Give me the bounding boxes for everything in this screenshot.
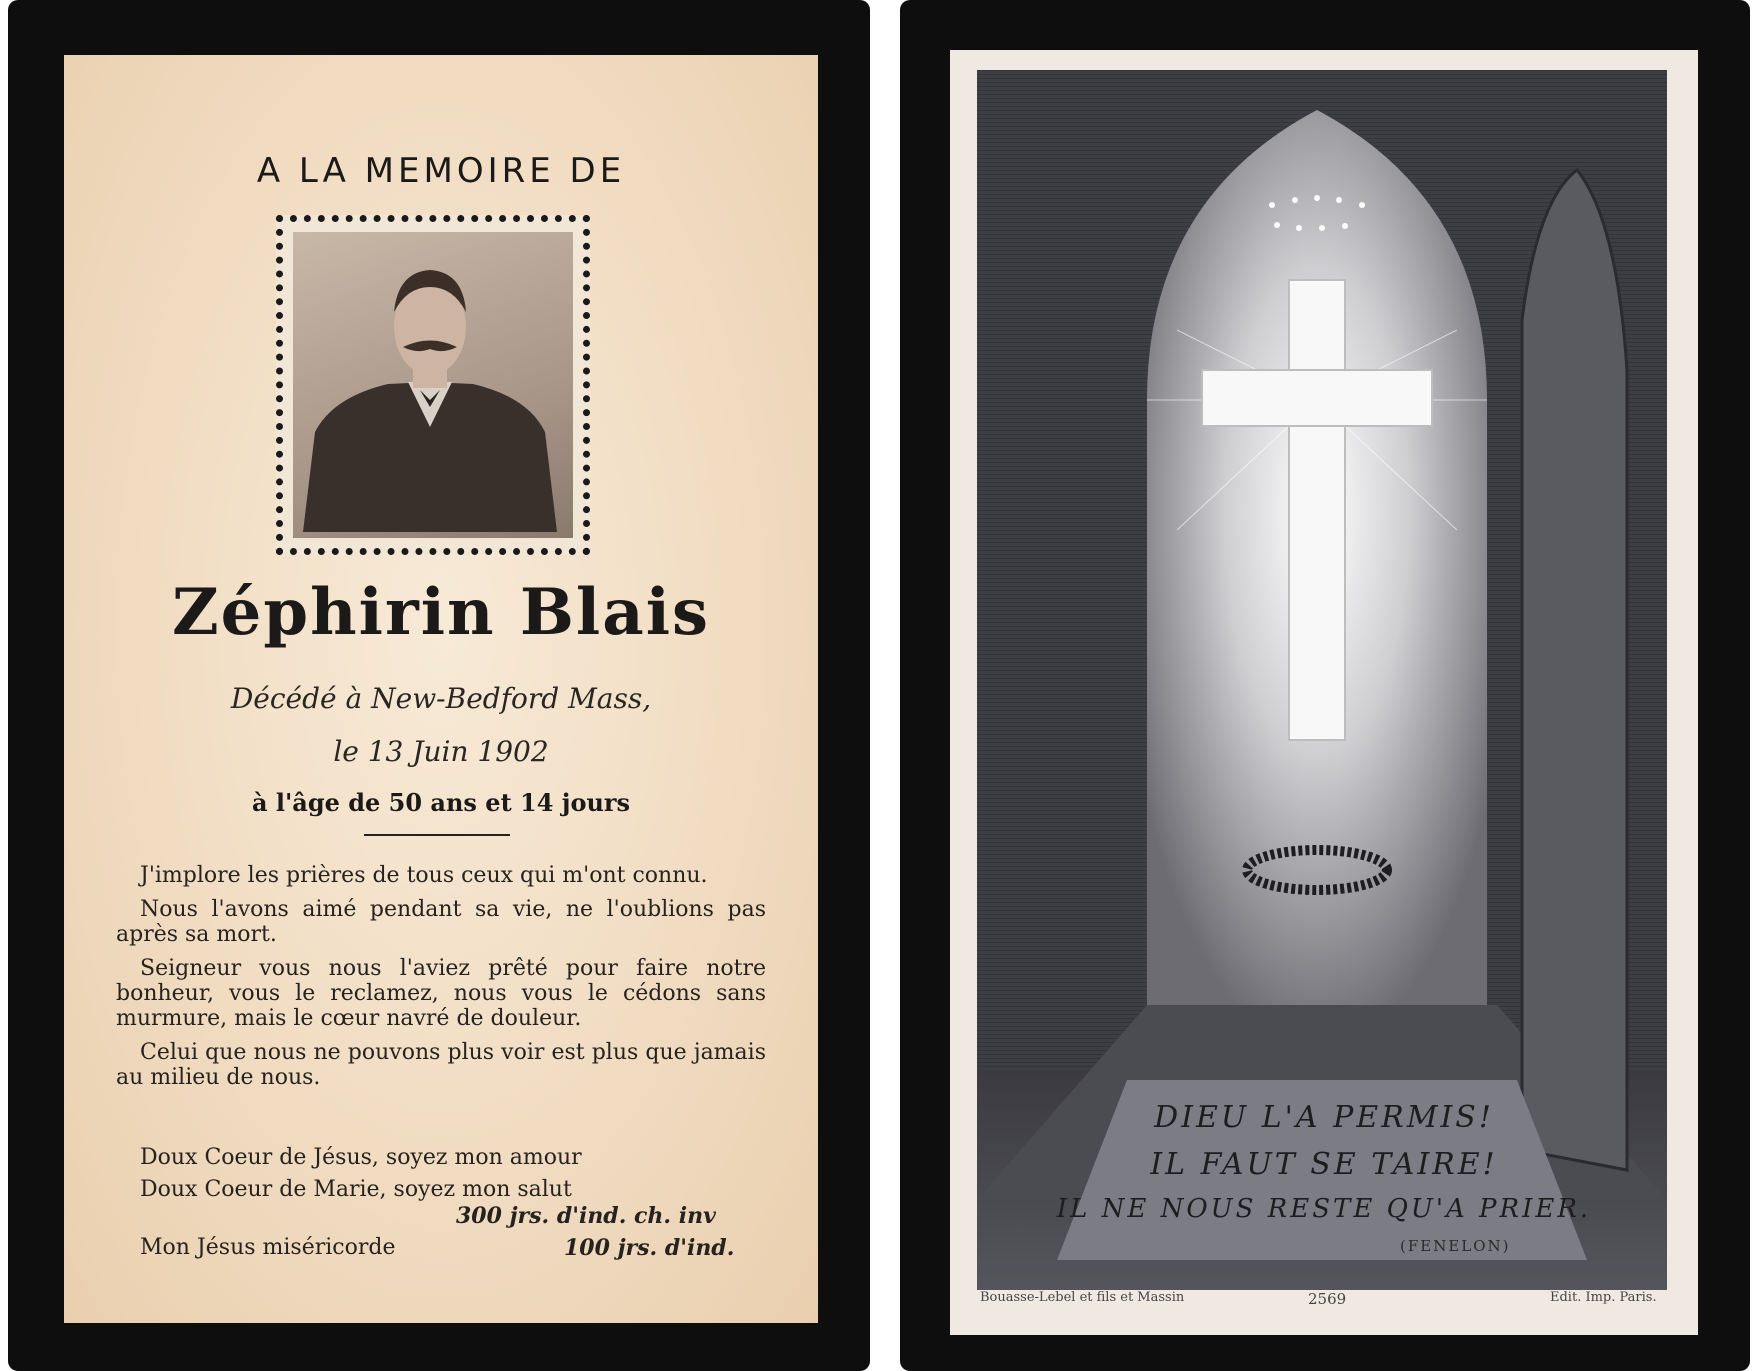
- portrait-frame: [276, 215, 590, 555]
- verse-line-3: IL NE NOUS RESTE QU'A PRIER.: [1056, 1194, 1592, 1224]
- deceased-name: Zéphirin Blais: [171, 575, 711, 650]
- invocation-misericorde: Mon Jésus miséricorde: [140, 1235, 396, 1260]
- publisher-imprint: Bouasse-Lebel et fils et Massin: [980, 1290, 1185, 1305]
- invocation-jesus: Doux Coeur de Jésus, soyez mon amour: [140, 1145, 582, 1170]
- verse-line-2: IL FAUT SE TAIRE!: [1150, 1147, 1498, 1182]
- portrait-figure: [293, 232, 567, 532]
- attribution: (FENELON): [1400, 1237, 1511, 1255]
- death-place: Décédé à New-Bedford Mass,: [230, 682, 652, 715]
- death-date: le 13 Juin 1902: [333, 735, 549, 768]
- age-at-death: à l'âge de 50 ans et 14 jours: [251, 788, 631, 817]
- card-paper: [64, 55, 818, 1323]
- memorial-card-back: [900, 0, 1750, 1371]
- invocation-marie: Doux Coeur de Marie, soyez mon salut: [140, 1177, 572, 1202]
- prayer-paragraph: Celui que nous ne pouvons plus voir est plus que jamais au milieu de nous.: [116, 1040, 766, 1090]
- prayer-paragraph: J'implore les prières de tous ceux qui m'ont connu.: [140, 863, 708, 888]
- indulgence-300: 300 jrs. d'ind. ch. inv: [456, 1203, 716, 1229]
- portrait-photo: [293, 232, 573, 538]
- verse-line-1: DIEU L'A PERMIS!: [1154, 1100, 1494, 1135]
- divider: [364, 834, 510, 836]
- prayer-paragraph: Seigneur vous nous l'aviez prêté pour faire notre bonheur, vous le reclamez, nous vous le cédons sans murmure, mais le cœur navré de douleur.: [116, 956, 766, 1031]
- prayer-paragraph: Nous l'avons aimé pendant sa vie, ne l'oublions pas après sa mort.: [116, 897, 766, 947]
- card-paper: [950, 50, 1698, 1335]
- memorial-card-front: [8, 0, 870, 1371]
- open-door: [1522, 170, 1627, 1170]
- prayer-text: [116, 863, 766, 1099]
- edition-imprint: Edit. Imp. Paris.: [1550, 1290, 1657, 1305]
- memorial-heading: A LA MEMOIRE DE: [256, 151, 626, 191]
- indulgence-100: 100 jrs. d'ind.: [564, 1235, 735, 1261]
- print-number: 2569: [1308, 1290, 1347, 1308]
